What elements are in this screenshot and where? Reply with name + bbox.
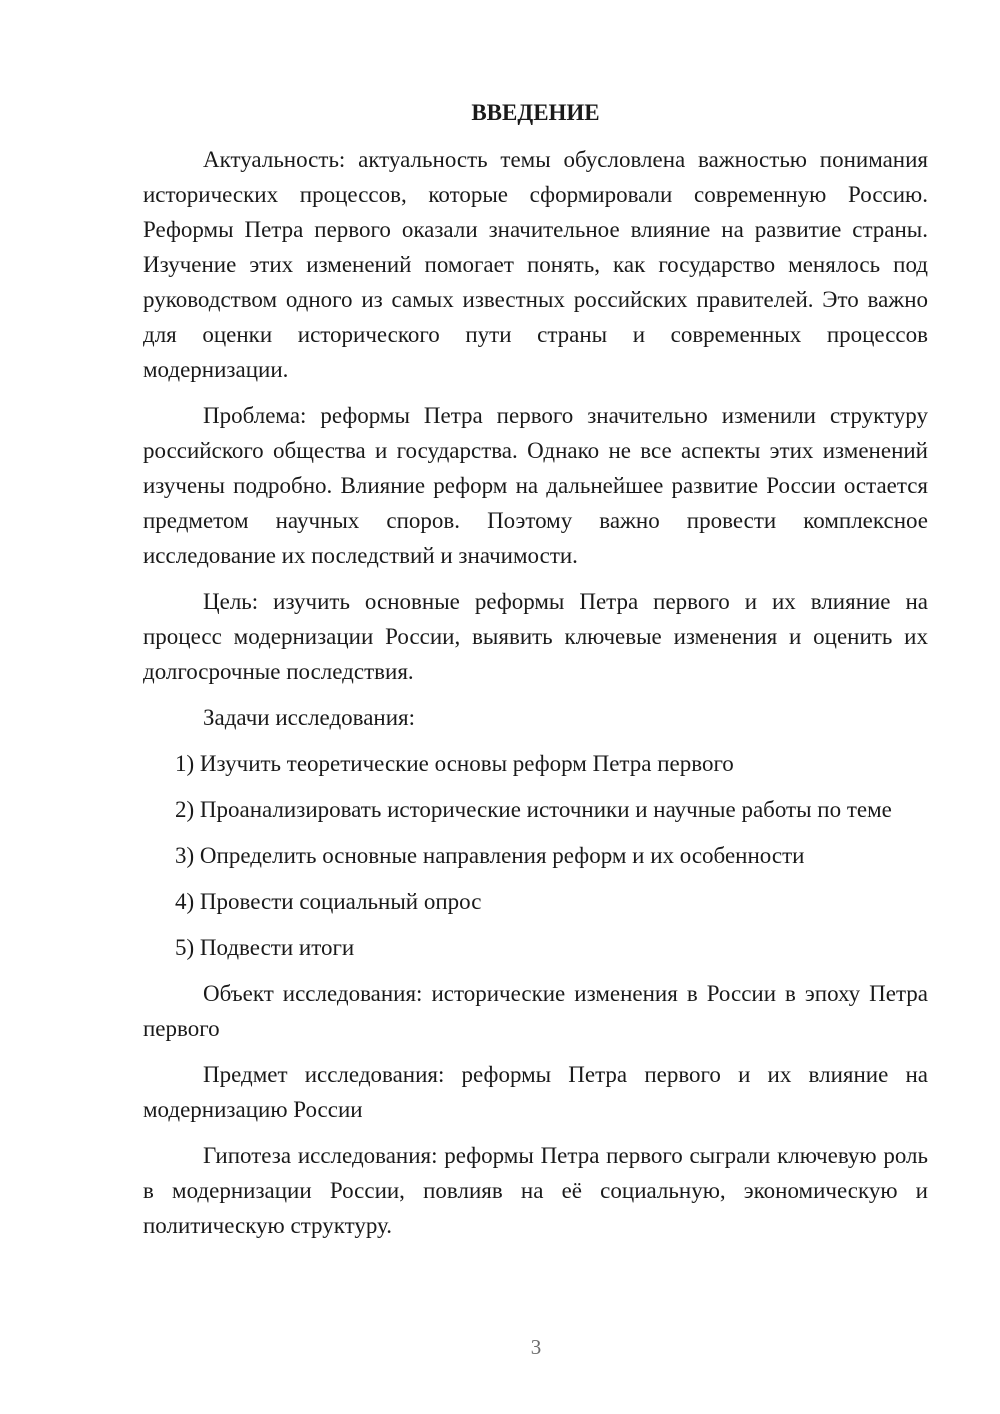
document-page	[143, 95, 928, 1254]
paragraph-relevance: Актуальность: актуальность темы обусловлена важностью понимания исторических процессов, которые сформировали современную Россию. Реформы Петра первого оказали значительное влияние на развитие страны. Изучение этих изменений помогает понять, как государство менялось под руководством одного из самых известных российских правителей. Это важно для оценки исторического пути страны и современных процессов модернизации.	[143, 147, 928, 382]
paragraph-problem: Проблема: реформы Петра первого значительно изменили структуру российского общества и государства. Однако не все аспекты этих изменений изучены подробно. Влияние реформ на дальнейшее развитие России остается предметом научных споров. Поэтому важно провести комплексное исследование их последствий и значимости.	[143, 403, 928, 568]
section-title: ВВЕДЕНИЕ	[471, 100, 600, 125]
task-item-2: 2) Проанализировать исторические источники и научные работы по теме	[175, 797, 892, 822]
paragraph-goal: Цель: изучить основные реформы Петра первого и их влияние на процесс модернизации России, выявить ключевые изменения и оценить их долгосрочные последствия.	[143, 589, 928, 684]
paragraph-object: Объект исследования: исторические изменения в России в эпоху Петра первого	[143, 981, 928, 1041]
task-item-5: 5) Подвести итоги	[175, 935, 355, 960]
page-number: 3	[530, 1335, 542, 1359]
paragraph-tasks-heading: Задачи исследования:	[203, 705, 416, 730]
paragraph-hypothesis: Гипотеза исследования: реформы Петра первого сыграли ключевую роль в модернизации России, повлияв на её социальную, экономическую и политическую структуру.	[143, 1143, 928, 1238]
task-item-3: 3) Определить основные направления реформ и их особенности	[175, 843, 805, 868]
paragraph-subject: Предмет исследования: реформы Петра первого и их влияние на модернизацию России	[143, 1062, 928, 1122]
task-item-4: 4) Провести социальный опрос	[175, 889, 482, 914]
task-item-1: 1) Изучить теоретические основы реформ Петра первого	[175, 751, 734, 776]
